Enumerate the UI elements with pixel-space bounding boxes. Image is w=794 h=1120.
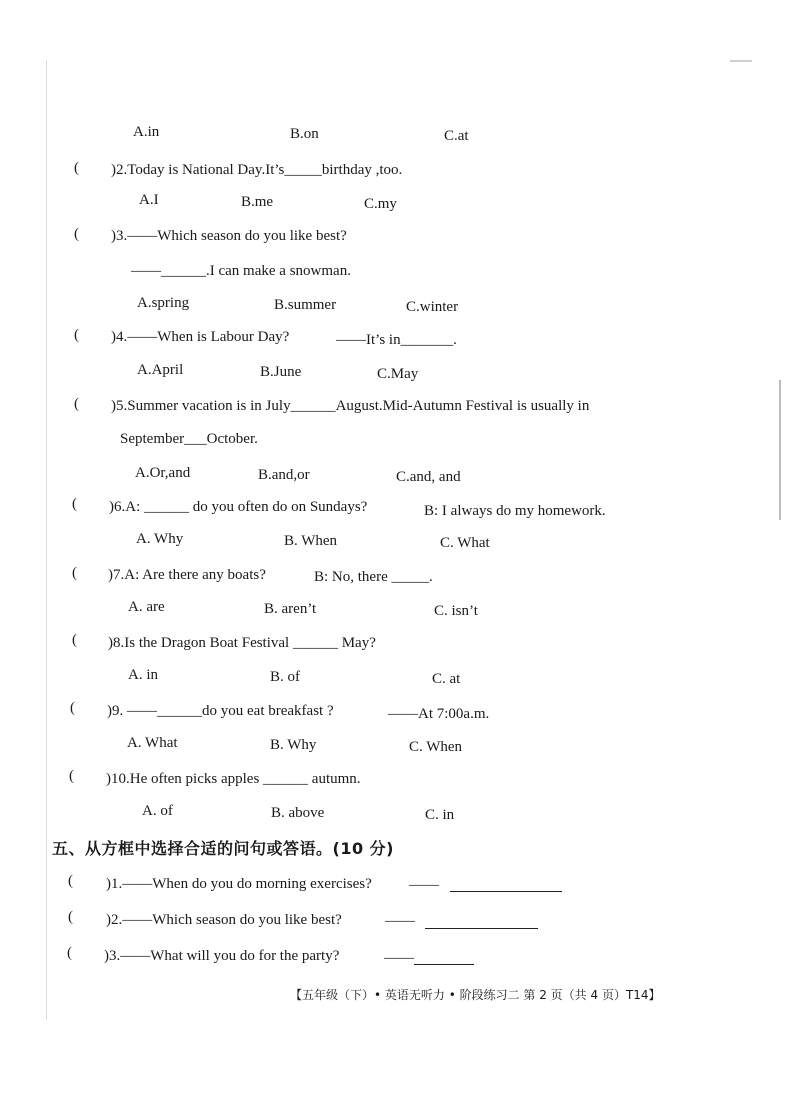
question-stem: Today is National Day.It’s_____birthday ,too. (127, 162, 403, 178)
question-3-line-2: ——______.I can make a snowman. (131, 263, 351, 279)
page-edge-right (779, 380, 781, 520)
answer-blank[interactable] (425, 928, 538, 929)
q5-option-c: C.and, and (396, 469, 461, 485)
q5-option-b: B.and,or (258, 467, 310, 483)
question-stem: A: Are there any boats? (124, 567, 266, 583)
question-6 (109, 498, 367, 516)
answer-dash: —— (385, 913, 415, 929)
q1-option-a: A.in (133, 124, 160, 140)
question-6-answer: B: I always do my homework. (424, 503, 606, 519)
answer-paren[interactable]: ( (67, 945, 72, 961)
q2-option-c: C.my (364, 196, 397, 212)
q7-option-c: C. isn’t (434, 603, 478, 619)
question-number: )2. (111, 162, 128, 178)
section-5-item-1 (106, 875, 372, 893)
question-stem: A: ______ do you often do on Sundays? (125, 499, 368, 515)
page-footer: 【五年级（下）• 英语无听力 • 阶段练习二 第 2 页（共 4 页）T14】 (290, 988, 661, 1002)
question-stem: He often picks apples ______ autumn. (129, 771, 361, 787)
q6-option-b: B. When (284, 533, 338, 549)
question-2 (111, 161, 402, 179)
answer-paren[interactable]: ( (72, 565, 77, 581)
answer-paren[interactable]: ( (70, 700, 75, 716)
q7-option-b: B. aren’t (264, 601, 317, 617)
page-edge-left (46, 60, 47, 1020)
q5-option-a: A.Or,and (135, 465, 191, 481)
answer-paren[interactable]: ( (68, 909, 73, 925)
question-7-answer: B: No, there _____. (314, 569, 433, 585)
question-stem: ——Which season do you like best? (127, 228, 347, 244)
question-number: )9. (107, 703, 124, 719)
question-3 (111, 227, 347, 245)
q6-option-c: C. What (440, 535, 490, 551)
question-number: )10. (106, 771, 130, 787)
q4-option-c: C.May (377, 366, 419, 382)
question-number: )8. (108, 635, 125, 651)
question-number: )7. (108, 567, 125, 583)
answer-paren[interactable]: ( (74, 160, 79, 176)
q10-option-b: B. above (271, 805, 325, 821)
question-text: ——When do you do morning exercises? (122, 876, 372, 892)
section-5-title: 五、从方框中选择合适的问句或答语。(10 分) (52, 839, 394, 858)
question-number: )1. (106, 876, 123, 892)
answer-dash: —— (409, 877, 439, 893)
q8-option-c: C. at (432, 671, 461, 687)
q8-option-b: B. of (270, 669, 300, 685)
question-stem: ——When is Labour Day? (127, 329, 290, 345)
q3-option-b: B.summer (274, 297, 337, 313)
answer-paren[interactable]: ( (69, 768, 74, 784)
q2-option-a: A.I (139, 192, 159, 208)
q4-option-a: A.April (137, 362, 184, 378)
corner-mark (730, 60, 752, 62)
question-number: )3. (104, 948, 121, 964)
answer-blank[interactable] (414, 964, 474, 965)
question-number: )6. (109, 499, 126, 515)
section-5-item-3 (104, 947, 339, 965)
question-number: )3. (111, 228, 128, 244)
question-9 (107, 702, 334, 720)
question-text: ——Which season do you like best? (122, 912, 342, 928)
question-4 (111, 328, 289, 346)
question-4-answer: ——It’s in_______. (336, 332, 457, 348)
question-7 (108, 566, 266, 584)
q7-option-a: A. are (128, 599, 165, 615)
q10-option-c: C. in (425, 807, 455, 823)
q1-option-b: B.on (290, 126, 319, 142)
q1-option-c: C.at (444, 128, 469, 144)
q9-option-a: A. What (127, 735, 178, 751)
q9-option-c: C. When (409, 739, 463, 755)
question-text: ——What will you do for the party? (120, 948, 340, 964)
question-number: )2. (106, 912, 123, 928)
question-5 (111, 397, 589, 415)
answer-paren[interactable]: ( (74, 226, 79, 242)
answer-blank[interactable] (450, 891, 562, 892)
q6-option-a: A. Why (136, 531, 184, 547)
answer-paren[interactable]: ( (74, 396, 79, 412)
question-5-line-2: September___October. (120, 431, 258, 447)
question-stem: ——______do you eat breakfast ? (127, 703, 334, 719)
q2-option-b: B.me (241, 194, 274, 210)
q9-option-b: B. Why (270, 737, 317, 753)
answer-paren[interactable]: ( (72, 496, 77, 512)
answer-dash: —— (384, 950, 414, 966)
question-number: )4. (111, 329, 128, 345)
question-stem: Summer vacation is in July______August.Mid-Autumn Festival is usually in (127, 398, 590, 414)
q10-option-a: A. of (142, 803, 173, 819)
q4-option-b: B.June (260, 364, 302, 380)
question-10 (106, 770, 361, 788)
question-8 (108, 634, 376, 652)
answer-paren[interactable]: ( (68, 873, 73, 889)
q3-option-a: A.spring (137, 295, 190, 311)
question-9-answer: ——At 7:00a.m. (388, 706, 490, 722)
q3-option-c: C.winter (406, 299, 459, 315)
answer-paren[interactable]: ( (74, 327, 79, 343)
section-5-item-2 (106, 911, 342, 929)
answer-paren[interactable]: ( (72, 632, 77, 648)
q8-option-a: A. in (128, 667, 158, 683)
question-stem: Is the Dragon Boat Festival ______ May? (124, 635, 376, 651)
question-number: )5. (111, 398, 128, 414)
